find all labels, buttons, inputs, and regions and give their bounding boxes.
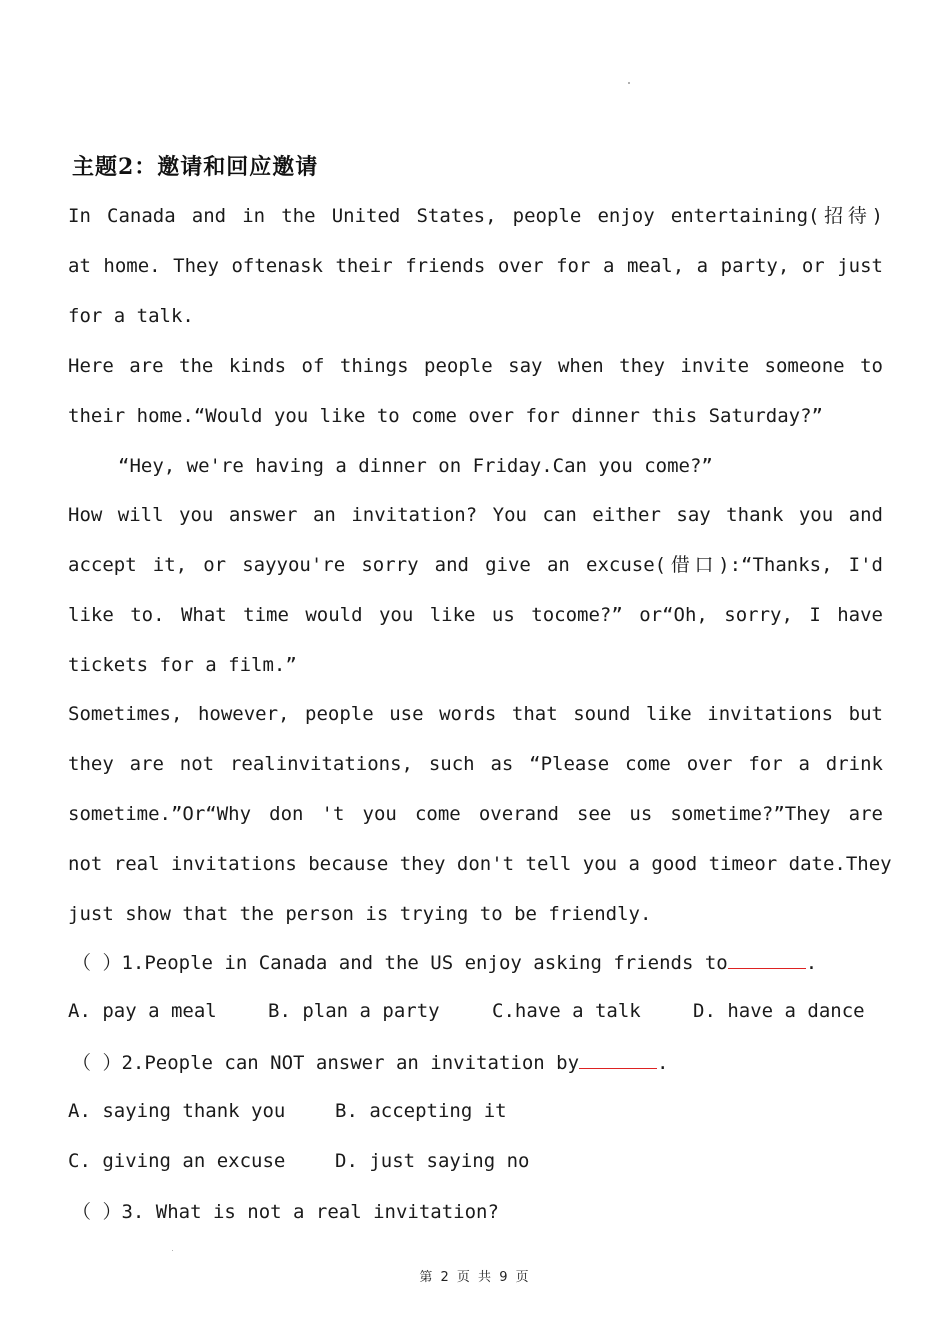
passage-line: Sometimes, however, people use words that sound like invitations but <box>68 703 883 725</box>
question-2 <box>72 1050 887 1076</box>
option-a[interactable]: A. saying thank you <box>68 1100 286 1122</box>
question-stem: 3. What is not a real invitation? <box>121 1201 499 1223</box>
option-d[interactable]: D. just saying no <box>335 1150 530 1172</box>
passage-line: accept it, or sayyou're sorry and give an excuse(借口):“Thanks, I'd <box>68 554 883 576</box>
question-end: . <box>657 1052 669 1074</box>
passage-line: Here are the kinds of things people say when they invite someone to <box>68 355 883 377</box>
passage-line: like to. What time would you like us tocome?” or“Oh, sorry, I have <box>68 604 883 626</box>
option-c[interactable]: C.have a talk <box>492 1000 641 1022</box>
answer-paren[interactable]: （ ） <box>72 952 122 974</box>
passage-line: they are not realinvitations, such as “Please come over for a drink <box>68 753 883 775</box>
passage-line: at home. They oftenask their friends over for a meal, a party, or just <box>68 255 883 277</box>
page-footer: 第 2 页 共 9 页 <box>419 1270 531 1285</box>
passage-line: for a talk. <box>68 305 194 327</box>
scan-dot <box>628 82 630 84</box>
question-end: . <box>805 952 818 974</box>
option-c[interactable]: C. giving an excuse <box>68 1150 286 1172</box>
passage-line: “Hey, we're having a dinner on Friday.Can you come?” <box>118 455 713 477</box>
option-b[interactable]: B. plan a party <box>268 1000 440 1022</box>
answer-blank[interactable] <box>728 950 806 969</box>
passage-line: tickets for a film.” <box>68 654 297 676</box>
section-title: 主题2：邀请和回应邀请 <box>72 154 319 180</box>
option-b[interactable]: B. accepting it <box>335 1100 507 1122</box>
answer-paren[interactable]: （ ） <box>72 1052 122 1074</box>
answer-blank[interactable] <box>579 1050 657 1069</box>
question-stem: 1.People in Canada and the US enjoy asking friends to <box>121 952 728 974</box>
scan-dot <box>172 1250 173 1251</box>
passage-line: sometime.”Or“Why don 't you come overand see us sometime?”They are <box>68 803 883 825</box>
passage-line: their home.“Would you like to come over for dinner this Saturday?” <box>68 405 823 427</box>
question-stem: 2.People can NOT answer an invitation by <box>121 1052 580 1074</box>
answer-paren[interactable]: （ ） <box>72 1201 122 1223</box>
question-3 <box>72 1199 887 1225</box>
option-a[interactable]: A. pay a meal <box>68 1000 217 1022</box>
question-1 <box>72 950 887 976</box>
option-d[interactable]: D. have a dance <box>693 1000 865 1022</box>
passage-line: In Canada and in the United States, people enjoy entertaining(招待) <box>68 205 883 227</box>
passage-line: just show that the person is trying to be friendly. <box>68 903 652 925</box>
passage-line: How will you answer an invitation? You can either say thank you and <box>68 504 883 526</box>
passage-line: not real invitations because they don't tell you a good timeor date.They <box>68 853 892 875</box>
